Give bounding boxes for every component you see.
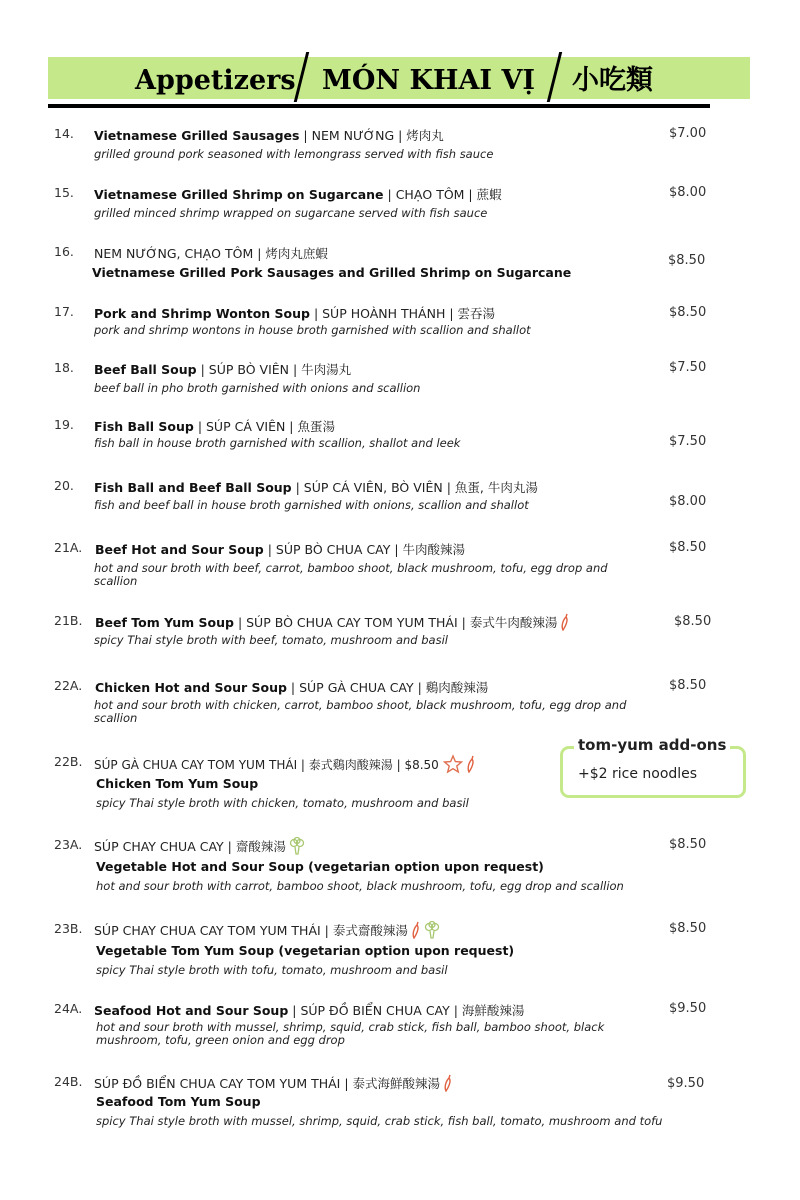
item-alt-text: SÚP ĐỒ BIỂN CHUA CAY TOM YUM THÁI | 泰式海鮮酸辣湯 <box>94 1076 441 1091</box>
item-name: Vietnamese Grilled Sausages <box>94 128 300 143</box>
broccoli-icon <box>424 921 440 939</box>
item-name: Beef Hot and Sour Soup <box>95 542 264 557</box>
item-alt-name: | NEM NƯỚNG | 烤肉丸 <box>299 128 444 143</box>
item-price: $8.50 <box>668 253 706 268</box>
chili-pepper-icon <box>443 1074 453 1092</box>
item-number: 23B. <box>54 921 83 936</box>
item-number: 22B. <box>54 754 83 769</box>
item-alt-name <box>94 921 440 939</box>
item-alt-name <box>94 837 305 855</box>
item-price: $8.50 <box>674 614 712 629</box>
item-title <box>95 678 488 696</box>
item-number: 24A. <box>54 1001 83 1016</box>
item-name: Pork and Shrimp Wonton Soup <box>94 306 310 321</box>
item-title <box>95 613 570 631</box>
item-alt-text: SÚP CHAY CHUA CAY | 齋酸辣湯 <box>94 839 286 854</box>
item-title <box>94 304 495 322</box>
header-underline <box>48 104 710 108</box>
item-description: spicy Thai style broth with tofu, tomato, mushroom and basil <box>96 963 448 977</box>
item-title <box>94 478 538 496</box>
item-name: Vegetable Tom Yum Soup (vegetarian option upon request) <box>96 943 515 958</box>
item-price: $7.00 <box>669 126 707 141</box>
item-name: Chicken Hot and Sour Soup <box>95 680 287 695</box>
item-price: $8.00 <box>669 494 707 509</box>
item-price: $9.50 <box>669 1001 707 1016</box>
item-number: 17. <box>54 304 74 319</box>
item-alt-name: | SÚP GÀ CHUA CAY | 鷄肉酸辣湯 <box>286 680 489 695</box>
item-description: pork and shrimp wontons in house broth garnished with scallion and shallot <box>94 323 531 337</box>
item-description: hot and sour broth with mussel, shrimp, squid, crab stick, fish ball, bamboo shoot, black mushroom, tofu, green onion and egg drop <box>96 1020 605 1047</box>
item-title <box>92 265 571 280</box>
item-alt-name: | SÚP CÁ VIÊN | 魚蛋湯 <box>193 419 335 434</box>
addons-title: tom-yum add-ons <box>574 736 730 754</box>
title-chinese: 小吃類 <box>572 65 653 96</box>
broccoli-icon <box>289 837 305 855</box>
item-description: hot and sour broth with beef, carrot, bamboo shoot, black mushroom, tofu, egg drop and scallion <box>94 561 608 588</box>
item-description: grilled minced shrimp wrapped on sugarcane served with fish sauce <box>94 206 488 220</box>
item-alt-name: NEM NƯỚNG, CHẠO TÔM | 烤肉丸庶蝦 <box>94 246 328 261</box>
item-price: $7.50 <box>669 434 707 449</box>
item-number: 18. <box>54 360 74 375</box>
item-alt-text: SÚP GÀ CHUA CAY TOM YUM THÁI | 泰式鷄肉酸辣湯 | $8.50 <box>94 758 439 772</box>
item-number: 19. <box>54 417 74 432</box>
star-icon <box>443 754 463 774</box>
item-alt-text: SÚP CHAY CHUA CAY TOM YUM THÁI | 泰式齋酸辣湯 <box>94 923 408 938</box>
chili-pepper-icon <box>560 613 570 631</box>
item-title <box>94 1001 524 1019</box>
item-name: Vietnamese Grilled Shrimp on Sugarcane <box>94 187 384 202</box>
title-english: Appetizers <box>135 65 296 96</box>
item-name: Beef Tom Yum Soup <box>95 615 234 630</box>
item-description: grilled ground pork seasoned with lemongrass served with fish sauce <box>94 147 494 161</box>
item-number: 16. <box>54 244 74 259</box>
item-title <box>96 859 544 874</box>
item-description: fish ball in house broth garnished with scallion, shallot and leek <box>94 436 461 450</box>
item-alt-name <box>94 754 476 774</box>
item-number: 24B. <box>54 1074 83 1089</box>
item-number: 23A. <box>54 837 83 852</box>
item-name: Seafood Tom Yum Soup <box>96 1094 261 1109</box>
item-number: 21B. <box>54 613 83 628</box>
item-description: beef ball in pho broth garnished with onions and scallion <box>94 381 421 395</box>
item-price: $8.50 <box>669 837 707 852</box>
item-price: $9.50 <box>667 1076 705 1091</box>
item-name: Seafood Hot and Sour Soup <box>94 1003 289 1018</box>
item-title <box>96 943 514 958</box>
item-alt-name: | SÚP BÒ CHUA CAY TOM YUM THÁI | 泰式牛肉酸辣湯 <box>233 615 558 630</box>
item-price: $8.50 <box>669 540 707 555</box>
item-alt-name: | SÚP HOÀNH THÁNH | 雲吞湯 <box>309 306 496 321</box>
item-description: hot and sour broth with chicken, carrot, bamboo shoot, black mushroom, tofu, egg drop and scallion <box>94 698 627 725</box>
item-number: 20. <box>54 478 74 493</box>
item-name: Beef Ball Soup <box>94 362 197 377</box>
item-number: 14. <box>54 126 74 141</box>
item-title <box>95 540 465 558</box>
item-name: Fish Ball and Beef Ball Soup <box>94 480 292 495</box>
item-title <box>94 360 351 378</box>
item-price: $8.50 <box>669 921 707 936</box>
item-number: 15. <box>54 185 74 200</box>
item-title <box>94 126 444 144</box>
addons-text: +$2 rice noodles <box>578 766 698 782</box>
item-name: Chicken Tom Yum Soup <box>96 776 259 791</box>
item-price: $8.00 <box>669 185 707 200</box>
item-alt-name: | SÚP BÒ VIÊN | 牛肉湯丸 <box>196 362 352 377</box>
item-name: Fish Ball Soup <box>94 419 194 434</box>
item-title <box>94 417 335 435</box>
item-alt-name: | SÚP CÁ VIÊN, BÒ VIÊN | 魚蛋, 牛肉丸湯 <box>291 480 538 495</box>
item-number: 22A. <box>54 678 83 693</box>
item-description: fish and beef ball in house broth garnished with onions, scallion and shallot <box>94 498 529 512</box>
item-price: $8.50 <box>669 305 707 320</box>
item-description: hot and sour broth with carrot, bamboo shoot, black mushroom, tofu, egg drop and scallion <box>96 879 624 893</box>
item-name: Vietnamese Grilled Pork Sausages and Grilled Shrimp on Sugarcane <box>92 265 572 280</box>
item-title <box>96 1094 261 1109</box>
item-description: spicy Thai style broth with chicken, tomato, mushroom and basil <box>96 796 469 810</box>
item-alt-name <box>94 1074 453 1092</box>
item-title <box>96 776 258 791</box>
item-alt-name: | SÚP BÒ CHUA CAY | 牛肉酸辣湯 <box>263 542 466 557</box>
chili-pepper-icon <box>466 755 476 773</box>
item-description: spicy Thai style broth with mussel, shrimp, squid, crab stick, fish ball, tomato, mushroom and tofu <box>96 1114 663 1128</box>
item-number: 21A. <box>54 540 83 555</box>
item-description: spicy Thai style broth with beef, tomato, mushroom and basil <box>94 633 448 647</box>
title-vietnamese: MÓN KHAI VỊ <box>322 65 536 96</box>
item-price: $8.50 <box>669 678 707 693</box>
item-title <box>94 185 502 203</box>
item-alt-name: | SÚP ĐỒ BIỂN CHUA CAY | 海鮮酸辣湯 <box>288 1003 525 1018</box>
item-price: $7.50 <box>669 360 707 375</box>
chili-pepper-icon <box>411 921 421 939</box>
item-alt-name: | CHẠO TÔM | 蔗蝦 <box>383 187 502 202</box>
item-name: Vegetable Hot and Sour Soup (vegetarian option upon request) <box>96 859 544 874</box>
